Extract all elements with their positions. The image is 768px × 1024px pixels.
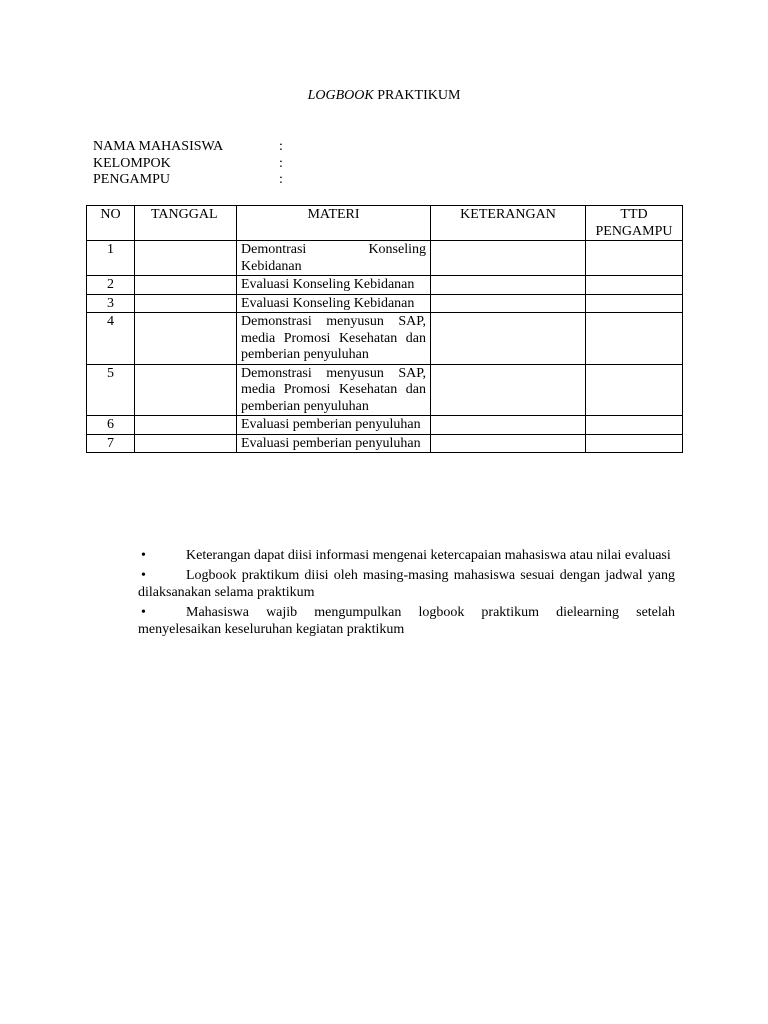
cell-keterangan bbox=[431, 276, 586, 295]
student-info bbox=[93, 139, 283, 189]
table-row bbox=[87, 276, 683, 295]
cell-keterangan bbox=[431, 294, 586, 313]
info-label: PENGAMPU bbox=[93, 172, 171, 187]
cell-ttd bbox=[586, 416, 683, 435]
cell-ttd bbox=[586, 276, 683, 295]
cell-no: 7 bbox=[87, 434, 135, 453]
note-text: Mahasiswa wajib mengumpulkan logbook praktikum dielearning setelah menyelesaikan keseluruhan kegiatan praktikum bbox=[138, 604, 675, 637]
cell-materi: Demonstrasi menyusun SAP, media Promosi Kesehatan dan pemberian penyuluhan bbox=[237, 364, 431, 416]
title-italic: LOGBOOK bbox=[307, 88, 374, 103]
bullet-icon: • bbox=[141, 604, 146, 620]
cell-tanggal bbox=[135, 294, 237, 313]
header-tanggal: TANGGAL bbox=[135, 206, 237, 241]
info-row-pengampu bbox=[93, 172, 283, 189]
header-ttd-pengampu: TTD PENGAMPU bbox=[586, 206, 683, 241]
cell-keterangan bbox=[431, 364, 586, 416]
bullet-icon: • bbox=[141, 548, 146, 563]
cell-materi: Evaluasi pemberian penyuluhan bbox=[237, 434, 431, 453]
cell-ttd bbox=[586, 434, 683, 453]
info-row-kelompok bbox=[93, 156, 283, 173]
cell-tanggal bbox=[135, 364, 237, 416]
cell-ttd bbox=[586, 313, 683, 365]
list-item bbox=[138, 547, 675, 565]
note-text: Logbook praktikum diisi oleh masing-masing mahasiswa sesuai dengan jadwal yang dilaksanakan selama praktikum bbox=[138, 567, 675, 600]
header-keterangan: KETERANGAN bbox=[431, 206, 586, 241]
cell-no: 4 bbox=[87, 313, 135, 365]
list-item bbox=[138, 567, 675, 602]
table-row bbox=[87, 313, 683, 365]
notes-list bbox=[138, 547, 675, 641]
title-rest: PRAKTIKUM bbox=[377, 88, 461, 103]
cell-tanggal bbox=[135, 416, 237, 435]
cell-no: 1 bbox=[87, 241, 135, 276]
info-separator: : bbox=[279, 139, 283, 154]
table-row bbox=[87, 241, 683, 276]
cell-materi: Evaluasi Konseling Kebidanan bbox=[237, 276, 431, 295]
info-row-nama bbox=[93, 139, 283, 156]
cell-no: 2 bbox=[87, 276, 135, 295]
cell-ttd bbox=[586, 241, 683, 276]
cell-tanggal bbox=[135, 434, 237, 453]
info-separator: : bbox=[279, 155, 283, 171]
info-label: KELOMPOK bbox=[93, 155, 171, 171]
cell-materi: Demonstrasi menyusun SAP, media Promosi Kesehatan dan pemberian penyuluhan bbox=[237, 313, 431, 365]
table-row bbox=[87, 434, 683, 453]
cell-materi: Evaluasi pemberian penyuluhan bbox=[237, 416, 431, 435]
table-row bbox=[87, 364, 683, 416]
note-text: Keterangan dapat diisi informasi mengenai ketercapaian mahasiswa atau nilai evaluasi bbox=[186, 548, 671, 563]
cell-keterangan bbox=[431, 416, 586, 435]
cell-no: 5 bbox=[87, 364, 135, 416]
cell-keterangan bbox=[431, 434, 586, 453]
info-separator: : bbox=[279, 172, 283, 187]
table-row bbox=[87, 416, 683, 435]
table-header-row bbox=[87, 206, 683, 241]
cell-keterangan bbox=[431, 313, 586, 365]
table-row bbox=[87, 294, 683, 313]
cell-no: 6 bbox=[87, 416, 135, 435]
list-item bbox=[138, 604, 675, 639]
cell-materi: Evaluasi Konseling Kebidanan bbox=[237, 294, 431, 313]
cell-tanggal bbox=[135, 313, 237, 365]
cell-tanggal bbox=[135, 276, 237, 295]
page-title bbox=[0, 88, 768, 104]
info-label: NAMA MAHASISWA bbox=[93, 139, 224, 154]
cell-ttd bbox=[586, 294, 683, 313]
cell-tanggal bbox=[135, 241, 237, 276]
cell-keterangan bbox=[431, 241, 586, 276]
cell-no: 3 bbox=[87, 294, 135, 313]
header-materi: MATERI bbox=[237, 206, 431, 241]
logbook-table bbox=[86, 205, 683, 453]
bullet-icon: • bbox=[141, 567, 146, 583]
cell-ttd bbox=[586, 364, 683, 416]
cell-materi: Demontrasi Konseling Kebidanan bbox=[237, 241, 431, 276]
header-no: NO bbox=[87, 206, 135, 241]
